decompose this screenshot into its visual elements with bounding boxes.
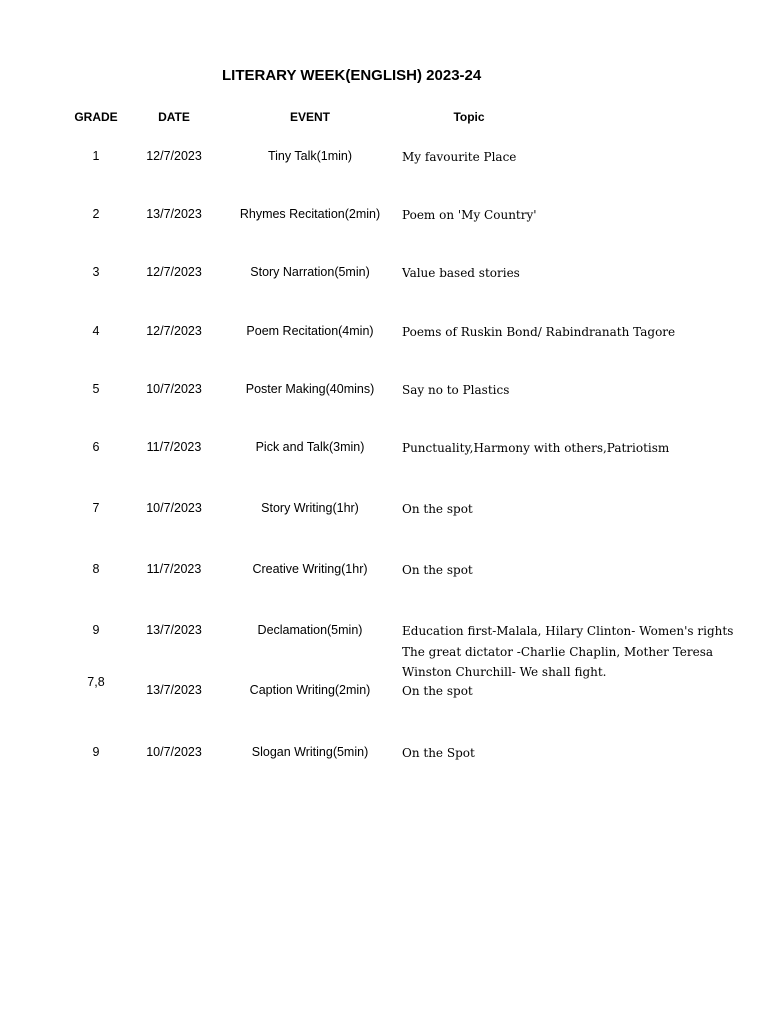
topic-cell: On the Spot <box>402 746 475 760</box>
grade-cell: 7 <box>92 501 100 515</box>
header-grade: GRADE <box>74 110 118 124</box>
topic-cell: On the spot <box>402 502 473 516</box>
grade-cell: 4 <box>92 324 100 338</box>
event-cell: Story Writing(1hr) <box>261 501 359 515</box>
header-date: DATE <box>158 110 190 124</box>
topic-cell: My favourite Place <box>402 150 517 164</box>
event-cell: Slogan Writing(5min) <box>251 745 369 759</box>
topic-cell: Punctuality,Harmony with others,Patriotism <box>402 441 670 455</box>
date-cell: 12/7/2023 <box>146 324 202 338</box>
date-cell: 13/7/2023 <box>146 683 202 697</box>
header-event: EVENT <box>289 110 331 124</box>
topic-cell: Winston Churchill- We shall fight. <box>402 665 607 679</box>
grade-cell: 5 <box>92 382 100 396</box>
page-title: LITERARY WEEK(ENGLISH) 2023-24 <box>222 67 482 84</box>
grade-cell: 3 <box>92 265 100 279</box>
grade-cell: 8 <box>92 562 100 576</box>
date-cell: 10/7/2023 <box>146 745 202 759</box>
date-cell: 12/7/2023 <box>146 149 202 163</box>
topic-cell: Say no to Plastics <box>402 383 510 397</box>
event-cell: Declamation(5min) <box>257 623 363 637</box>
date-cell: 12/7/2023 <box>146 265 202 279</box>
event-cell: Poem Recitation(4min) <box>246 324 374 338</box>
event-cell: Story Narration(5min) <box>250 265 370 279</box>
date-cell: 11/7/2023 <box>146 562 202 576</box>
grade-cell: 9 <box>92 623 100 637</box>
event-cell: Rhymes Recitation(2min) <box>239 207 381 221</box>
topic-cell: Poems of Ruskin Bond/ Rabindranath Tagore <box>402 325 676 339</box>
event-cell: Pick and Talk(3min) <box>255 440 365 454</box>
event-cell: Caption Writing(2min) <box>249 683 371 697</box>
topic-cell: On the spot <box>402 684 473 698</box>
topic-cell: Value based stories <box>402 266 520 280</box>
event-cell: Creative Writing(1hr) <box>252 562 368 576</box>
header-topic: Topic <box>453 110 485 124</box>
topic-cell: Poem on 'My Country' <box>402 208 537 222</box>
date-cell: 13/7/2023 <box>146 207 202 221</box>
event-cell: Poster Making(40mins) <box>245 382 375 396</box>
event-cell: Tiny Talk(1min) <box>267 149 353 163</box>
date-cell: 10/7/2023 <box>146 382 202 396</box>
topic-cell: Education first-Malala, Hilary Clinton- Women's rights <box>402 624 734 638</box>
date-cell: 10/7/2023 <box>146 501 202 515</box>
topic-cell: On the spot <box>402 563 473 577</box>
grade-cell: 7,8 <box>87 675 105 689</box>
date-cell: 11/7/2023 <box>146 440 202 454</box>
date-cell: 13/7/2023 <box>146 623 202 637</box>
grade-cell: 1 <box>92 149 100 163</box>
grade-cell: 6 <box>92 440 100 454</box>
grade-cell: 9 <box>92 745 100 759</box>
topic-cell: The great dictator -Charlie Chaplin, Mother Teresa <box>402 644 714 659</box>
grade-cell: 2 <box>92 207 100 221</box>
